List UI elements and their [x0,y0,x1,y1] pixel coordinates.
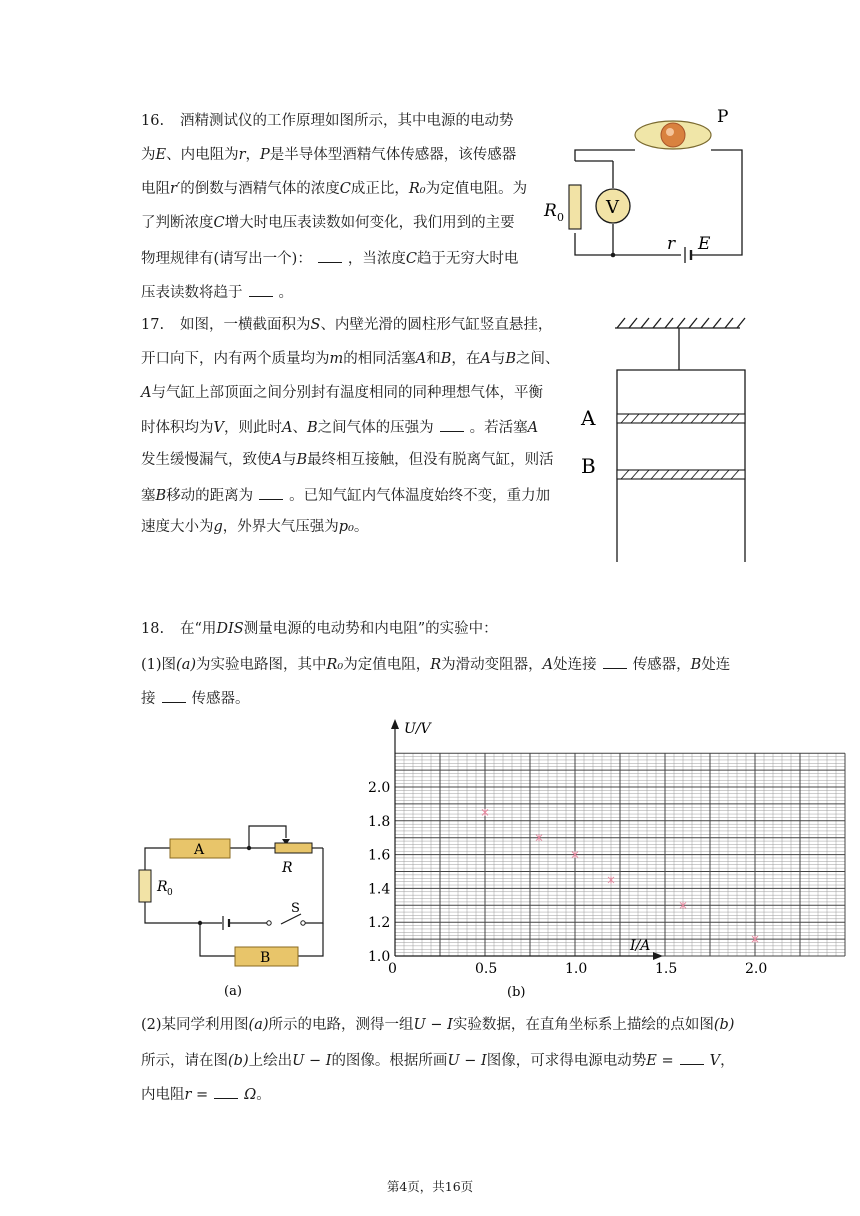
math-segment [339,519,354,535]
text-segment: 酒精测试仪的工作原理如图所示，其中电源的电动势 [180,113,514,129]
q16-line [141,282,293,302]
text-segment: 、内电阻为 [166,147,239,163]
math-segment [441,351,452,367]
text-segment: 、 [292,420,307,436]
text-segment: 为实验电路图，其中 [196,657,327,673]
label-rheostat-r: R [282,860,293,876]
math-symbol: R₀ [326,657,344,673]
text-segment: 实验数据，在直角坐标系上描绘的点如图 [452,1017,714,1033]
math-symbol: E [155,147,167,163]
math-symbol: B [440,351,452,367]
text-segment: 为滑动变阻器， [441,657,543,673]
label-b: B [581,454,596,478]
q16-line [141,248,518,268]
math-segment [185,1087,209,1103]
label-p: P [717,107,729,127]
text-segment: 所示，请在图 [141,1053,228,1069]
text-segment: ，外界大气压强为 [222,519,339,535]
math-segment [249,1017,269,1033]
math-symbol: Ω [244,1087,257,1103]
math-symbol: C [213,215,225,231]
text-segment: 、内壁光滑的圆柱形气缸竖直悬挂， [320,317,553,333]
q16-line [141,214,515,232]
text-segment: 最终相互接触，但没有脱离气缸，则活 [307,452,554,468]
q16-line [180,112,514,130]
ceiling-hatch [617,318,745,328]
text-segment: 和 [426,351,441,367]
answer-blank [259,485,283,500]
text-segment: 趋于无穷大时电 [416,251,519,267]
text-segment: 。 [278,285,293,301]
text-segment: 压表读数将趋于 [141,285,243,301]
q17-line [141,518,368,536]
text-segment: 速度大小为 [141,519,214,535]
math-segment [214,215,225,231]
text-segment: 为定值电阻， [343,657,431,673]
experiment-circuit-figure [135,820,335,1000]
math-segment [505,351,516,367]
math-segment [244,1087,256,1103]
label-sensor-b: B [260,950,271,966]
answer-blank [318,248,342,263]
text-segment: 接 [141,691,156,707]
math-segment [214,420,224,436]
rheostat-r [275,843,312,853]
data-point [482,809,488,816]
math-symbol: S [310,317,321,333]
math-symbol: R [430,657,442,673]
math-segment [272,452,282,468]
q17-line [141,451,554,469]
answer-blank [249,282,273,297]
text-segment: (2)某同学利用图 [141,1017,249,1033]
text-segment: 与 [281,452,297,468]
q18-line [141,688,250,708]
x-tick-label: 0 [388,961,397,977]
x-tick-label: 0.5 [475,961,498,977]
text-segment: 与 [490,351,506,367]
text-segment: 成正比， [350,181,409,197]
text-segment: 上绘出 [248,1053,293,1069]
text-segment: ， [720,1053,735,1069]
q18-line [141,1050,735,1070]
math-symbol: r [238,147,246,163]
math-segment [156,147,167,163]
math-symbol: (b) [228,1053,249,1069]
text-segment: 与气缸上部顶面之间分别封有温度相同的同种理想气体，平衡 [151,385,543,401]
y-tick-label: 1.8 [368,813,391,830]
y-axis-label: U/V [404,721,431,737]
text-segment: 移动的距离为 [166,488,254,504]
y-tick-label: 1.2 [368,915,391,932]
math-segment [292,1053,331,1069]
math-symbol: C [339,181,351,197]
x-tick-label: 2.0 [745,961,768,977]
math-segment [307,420,318,436]
math-symbol: U − I [292,1053,332,1069]
math-symbol: (a) [176,657,197,673]
page-footer: 第4页，共16页 [386,1179,474,1194]
math-segment [141,385,151,401]
math-segment [528,420,538,436]
q17-line [141,485,550,505]
text-segment: 内电阻 [141,1087,185,1103]
math-segment [409,181,426,197]
x-tick-label: 1.0 [565,961,588,977]
math-segment [414,1017,453,1033]
math-segment [430,657,441,673]
q16-number: 16. [141,113,165,129]
alcohol-tester-circuit-figure [540,105,760,265]
math-symbol: U − I [413,1017,453,1033]
cylinder-figure [575,310,765,565]
text-segment: 电阻 [141,181,170,197]
text-segment: 图像，可求得电源电动势 [486,1053,647,1069]
math-symbol: B [690,657,702,673]
q16-line [141,180,527,198]
math-symbol: P [260,147,270,163]
math-symbol: A [415,351,427,367]
y-tick-label: 1.0 [368,949,391,965]
math-segment [327,657,344,673]
q16-line [141,146,516,164]
text-segment: 了判断浓度 [141,215,214,231]
math-symbol: DIS [216,621,244,637]
q17-line [141,384,543,402]
label-v: V [606,197,619,218]
q17-number: 17. [141,317,165,333]
text-segment: 塞 [141,488,156,504]
math-symbol: (b) [713,1017,735,1033]
junction-dot [247,846,251,850]
text-segment: 的图像。根据所画 [331,1053,448,1069]
math-segment [296,452,307,468]
math-segment [646,1053,673,1069]
junction-dot [198,921,202,925]
math-symbol: V [709,1053,721,1069]
text-segment: 测量电源的电动势和内电阻”的实验中： [243,621,498,637]
label-r0: R [544,201,557,221]
label-r: r [667,234,676,254]
math-symbol: (a) [248,1017,269,1033]
math-segment [260,147,270,163]
resistor-r0 [569,185,581,229]
label-r0: R [157,879,168,895]
text-segment: 所示的电路，测得一组 [268,1017,414,1033]
text-segment: 物理规律有(请写出一个)： [141,251,312,267]
y-tick-label: 2.0 [368,780,391,796]
math-symbol: m [329,351,344,367]
data-point [608,876,614,883]
text-segment: 。若活塞 [469,420,528,436]
text-segment: ，则此时 [223,420,282,436]
math-symbol: A [281,420,293,436]
text-segment: ，当浓度 [347,251,406,267]
text-segment: 之间气体的压强为 [317,420,434,436]
answer-blank [603,654,627,669]
answer-blank [440,417,464,432]
q18-number: 18. [141,621,165,637]
q18-line [141,1084,271,1104]
caption-b: (b) [507,985,526,1000]
text-segment: 在“用 [180,621,217,637]
text-segment: 处连 [701,657,731,673]
text-segment: 传感器。 [191,691,250,707]
math-symbol: g [213,519,223,535]
caption-a: (a) [224,984,242,999]
text-segment: 。已知气缸内气体温度始终不变，重力加 [289,488,551,504]
y-tick-label: 1.4 [368,881,391,898]
q18-line [141,654,730,674]
math-segment [416,351,426,367]
math-symbol: V [213,420,224,436]
label-e: E [698,234,711,254]
math-segment [691,657,702,673]
resistor-r0 [139,870,151,902]
text-segment: (1)图 [141,657,177,673]
y-axis-arrow [391,719,399,729]
piston-b [617,470,745,479]
text-segment: 的相同活塞 [343,351,416,367]
math-segment [170,181,180,197]
text-segment: 发生缓慢漏气，致使 [141,452,272,468]
label-r0-subscript: 0 [167,888,173,898]
math-symbol: E = [646,1053,674,1069]
math-segment [447,1053,486,1069]
math-segment [480,351,490,367]
junction-dot [611,253,616,258]
q18-line [180,620,498,638]
label-switch-s: S [291,901,300,916]
answer-blank [680,1050,704,1065]
math-segment [214,519,223,535]
text-segment: 传感器， [632,657,691,673]
text-segment: 。 [353,519,369,535]
math-segment [176,657,196,673]
text-segment: 为 [141,147,156,163]
math-segment [543,657,553,673]
text-segment: 为定值电阻。为 [425,181,528,197]
answer-blank [214,1084,238,1099]
text-segment: 的倒数与酒精气体的浓度 [180,181,340,197]
math-symbol: B [306,420,318,436]
x-tick-label: 1.5 [655,961,678,977]
math-segment [330,351,344,367]
math-symbol: C [405,251,417,267]
math-segment [282,420,292,436]
text-segment: ，在 [451,351,481,367]
math-segment [710,1053,720,1069]
math-segment [228,1053,249,1069]
text-segment: 处连接 [553,657,597,673]
text-segment: ， [245,147,261,163]
x-axis-label: I/A [630,938,651,954]
alcohol-sensor-p [635,121,711,149]
math-symbol: A [271,452,282,468]
math-symbol: r′ [170,181,181,197]
q17-line [141,417,538,437]
text-segment: 是半导体型酒精气体传感器，该传感器 [269,147,517,163]
q17-line [141,350,560,368]
text-segment: 。 [256,1087,271,1103]
u-i-graph [360,715,768,1005]
q18-line [141,1016,734,1034]
math-segment [340,181,351,197]
piston-a [617,414,745,423]
math-segment [714,1017,735,1033]
text-segment: 增大时电压表读数如何变化，我们用到的主要 [224,215,515,231]
math-symbol: r = [184,1087,209,1103]
label-r0-subscript: 0 [557,211,564,224]
math-symbol: A [542,657,554,673]
math-symbol: U − I [447,1053,487,1069]
math-segment [311,317,321,333]
text-segment: 开口向下，内有两个质量均为 [141,351,330,367]
math-symbol: B [155,488,167,504]
math-symbol: B [505,351,517,367]
math-symbol: R₀ [408,181,426,197]
text-segment: 如图，一横截面积为 [180,317,311,333]
math-symbol: A [527,420,539,436]
math-symbol: A [141,385,152,401]
math-symbol: p₀ [338,519,354,535]
math-segment [239,147,246,163]
math-symbol: A [480,351,491,367]
math-symbol: B [296,452,308,468]
text-segment: 时体积均为 [141,420,214,436]
x-axis-arrow [653,952,663,960]
q17-line [180,316,552,334]
label-a: A [581,406,596,430]
y-tick-label: 1.6 [368,847,391,864]
math-segment [406,251,417,267]
math-segment [216,621,243,637]
math-segment [156,488,167,504]
answer-blank [162,688,186,703]
text-segment: 之间、 [516,351,560,367]
label-sensor-a: A [194,842,205,858]
